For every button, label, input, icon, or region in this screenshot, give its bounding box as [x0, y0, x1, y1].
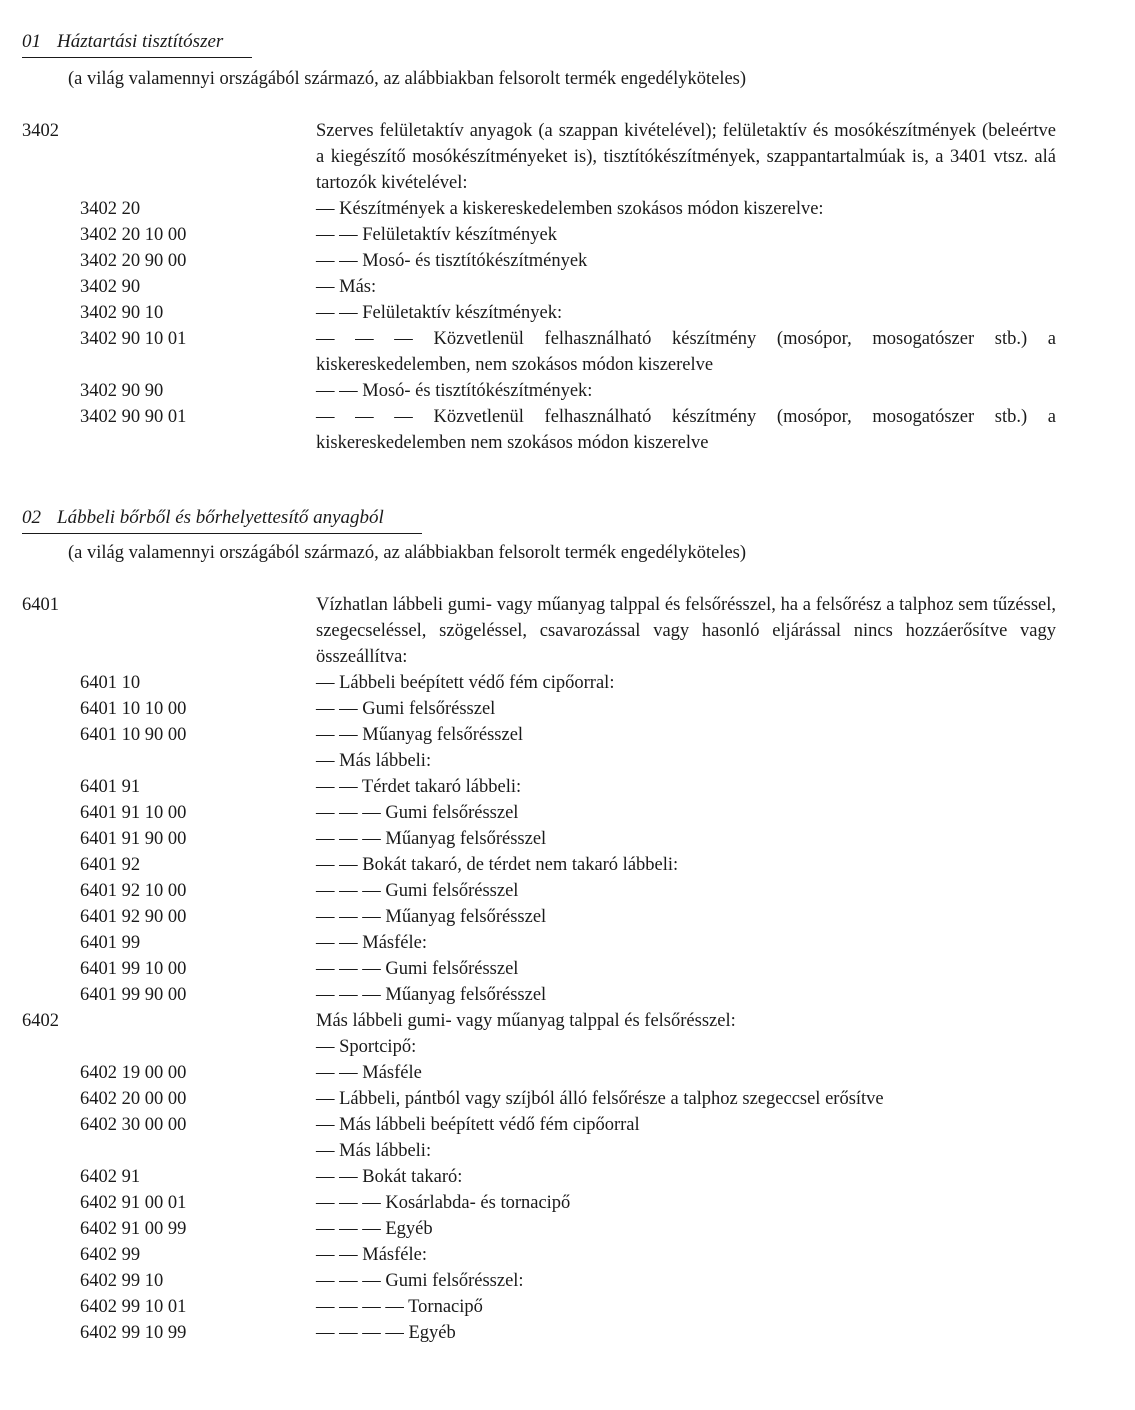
tariff-code: 6401 91	[80, 777, 141, 797]
tariff-entry	[0, 1242, 1135, 1268]
description-text: Gumi felsőrésszel	[385, 803, 519, 823]
tariff-entry	[0, 1268, 1135, 1294]
description-text: Sportcipő:	[339, 1037, 417, 1057]
tariff-entry	[0, 1164, 1135, 1190]
description-text: Készítmények a kiskereskedelemben szokásos módon kiszerelve:	[339, 199, 824, 219]
indent-dashes: —	[316, 277, 335, 297]
tariff-description	[316, 196, 1056, 222]
tariff-description	[316, 826, 1056, 852]
indent-dashes: —	[316, 199, 335, 219]
tariff-code	[0, 1034, 296, 1060]
indent-dashes: —	[316, 1115, 335, 1135]
indent-dashes: — —	[316, 1245, 358, 1265]
tariff-code: 6401 92	[80, 855, 141, 875]
tariff-code: 6401	[22, 595, 59, 615]
indent-dashes: — —	[316, 1063, 358, 1083]
description-text: Térdet takaró lábbeli:	[361, 777, 522, 797]
indent-dashes: — — —	[316, 881, 381, 901]
section-title-text: Lábbeli bőrből és bőrhelyettesítő anyagból	[57, 507, 384, 528]
tariff-description	[316, 930, 1056, 956]
section-title	[22, 506, 384, 530]
tariff-entry	[0, 1112, 1135, 1138]
tariff-description	[316, 404, 1056, 456]
tariff-description	[316, 1164, 1056, 1190]
indent-dashes: — —	[316, 725, 358, 745]
description-text: Lábbeli beépített védő fém cipőorral:	[339, 673, 615, 693]
tariff-description	[316, 774, 1056, 800]
tariff-code: 3402 20	[80, 199, 141, 219]
description-text: Gumi felsőrésszel:	[385, 1271, 524, 1291]
tariff-code: 6401 10 90 00	[80, 725, 187, 745]
indent-dashes: — —	[316, 303, 358, 323]
tariff-code: 3402 20 10 00	[80, 225, 187, 245]
description-text: Vízhatlan lábbeli gumi- vagy műanyag talppal és felsőrésszel, ha a felsőrész a talphoz sem tűzéssel, szegecseléssel, szögeléssel, csavarozással vagy hasonló eljárással nincs hozzáerősítve vagy összeállítva:	[316, 595, 1056, 667]
tariff-code: 3402 90 90	[80, 381, 164, 401]
indent-dashes: — —	[316, 381, 358, 401]
description-text: Kosárlabda- és tornacipő	[385, 1193, 571, 1213]
tariff-code: 6402 99	[80, 1245, 141, 1265]
indent-dashes: — — —	[316, 803, 381, 823]
tariff-description	[316, 696, 1056, 722]
description-text: Egyéb	[408, 1323, 456, 1343]
description-text: Műanyag felsőrésszel	[385, 829, 547, 849]
tariff-entry	[0, 1086, 1135, 1112]
description-text: Tornacipő	[408, 1297, 483, 1317]
tariff-entry	[0, 800, 1135, 826]
tariff-entry	[0, 222, 1135, 248]
description-text: Közvetlenül felhasználható készítmény (mosópor, mosogatószer stb.) a kiskereskedelemben nem szokásos módon kiszerelve	[316, 407, 1057, 453]
tariff-entry	[0, 592, 1135, 670]
tariff-entry	[0, 1190, 1135, 1216]
description-text: Szerves felületaktív anyagok (a szappan kivételével); felületaktív és mosókészítmények (beleértve a kiegészítő mosókészítményeket is), tisztítókészítmények, szappantartalmúak is, a 3401 vtsz. alá tartozók kivételével:	[316, 121, 1056, 193]
tariff-description	[316, 1060, 1056, 1086]
tariff-code: 3402	[22, 121, 59, 141]
description-text: Felületaktív készítmények:	[362, 303, 563, 323]
tariff-code: 6401 99 90 00	[80, 985, 187, 1005]
tariff-entry	[0, 930, 1135, 956]
entry-list	[0, 592, 1135, 1346]
description-text: Műanyag felsőrésszel	[362, 725, 524, 745]
tariff-entry	[0, 196, 1135, 222]
tariff-code: 6402	[22, 1011, 59, 1031]
tariff-description	[316, 248, 1056, 274]
tariff-code: 6401 99 10 00	[80, 959, 187, 979]
description-text: Egyéb	[385, 1219, 433, 1239]
tariff-entry	[0, 982, 1135, 1008]
tariff-code	[0, 1138, 296, 1164]
section-subtitle: (a világ valamennyi országából származó, az alábbiakban felsorolt termék engedélyköteles)	[68, 69, 747, 89]
description-text: Bokát takaró:	[362, 1167, 463, 1187]
description-text: Lábbeli, pántból vagy szíjból álló felsőrésze a talphoz szegeccsel erősítve	[339, 1089, 884, 1109]
tariff-code: 6401 91 10 00	[80, 803, 187, 823]
tariff-description	[316, 326, 1056, 378]
tariff-description	[316, 800, 1056, 826]
description-text: Más:	[339, 277, 377, 297]
indent-dashes: — —	[316, 251, 358, 271]
tariff-description	[316, 274, 1056, 300]
description-text: Más lábbeli:	[339, 751, 432, 771]
tariff-description	[316, 748, 1056, 774]
tariff-entry	[0, 404, 1135, 456]
description-text: Másféle:	[362, 1245, 427, 1265]
indent-dashes: — —	[316, 1167, 358, 1187]
tariff-entry	[0, 300, 1135, 326]
tariff-entry	[0, 1008, 1135, 1034]
tariff-entry	[0, 722, 1135, 748]
tariff-description	[316, 670, 1056, 696]
tariff-entry	[0, 1034, 1135, 1060]
tariff-description	[316, 1008, 1056, 1034]
indent-dashes: — — —	[316, 329, 413, 349]
description-text: Más lábbeli gumi- vagy műanyag talppal és felsőrésszel:	[316, 1011, 736, 1031]
tariff-code: 6402 20 00 00	[80, 1089, 187, 1109]
tariff-code: 6401 10 10 00	[80, 699, 187, 719]
indent-dashes: —	[316, 751, 335, 771]
indent-dashes: —	[316, 1037, 335, 1057]
tariff-entry	[0, 1138, 1135, 1164]
tariff-description	[316, 878, 1056, 904]
indent-dashes: — — — —	[316, 1323, 404, 1343]
tariff-entry	[0, 774, 1135, 800]
tariff-entry	[0, 326, 1135, 378]
description-text: Gumi felsőrésszel	[362, 699, 496, 719]
tariff-description	[316, 1294, 1056, 1320]
indent-dashes: —	[316, 673, 335, 693]
title-underline	[22, 533, 422, 534]
tariff-code: 6402 30 00 00	[80, 1115, 187, 1135]
tariff-code: 6402 91 00 99	[80, 1219, 187, 1239]
tariff-entry	[0, 378, 1135, 404]
tariff-code: 6401 99	[80, 933, 141, 953]
tariff-description	[316, 722, 1056, 748]
description-text: Mosó- és tisztítókészítmények	[362, 251, 588, 271]
tariff-entry	[0, 248, 1135, 274]
tariff-entry	[0, 1294, 1135, 1320]
tariff-entry	[0, 1060, 1135, 1086]
description-text: Műanyag felsőrésszel	[385, 985, 547, 1005]
tariff-entry	[0, 1216, 1135, 1242]
tariff-code: 6402 99 10 01	[80, 1297, 187, 1317]
tariff-code: 3402 20 90 00	[80, 251, 187, 271]
tariff-description	[316, 1112, 1056, 1138]
description-text: Mosó- és tisztítókészítmények:	[362, 381, 593, 401]
tariff-description	[316, 1216, 1056, 1242]
tariff-code: 6401 92 90 00	[80, 907, 187, 927]
tariff-description	[316, 904, 1056, 930]
tariff-entry	[0, 274, 1135, 300]
tariff-entry	[0, 1320, 1135, 1346]
indent-dashes: — —	[316, 225, 358, 245]
indent-dashes: — —	[316, 855, 358, 875]
tariff-code: 3402 90 10 01	[80, 329, 187, 349]
description-text: Bokát takaró, de térdet nem takaró lábbeli:	[362, 855, 679, 875]
indent-dashes: —	[316, 1141, 335, 1161]
tariff-entry	[0, 904, 1135, 930]
tariff-description	[316, 852, 1056, 878]
section-number: 02	[22, 507, 41, 528]
indent-dashes: — — —	[316, 907, 381, 927]
indent-dashes: — — —	[316, 1271, 381, 1291]
tariff-code: 3402 90	[80, 277, 141, 297]
indent-dashes: — — — —	[316, 1297, 404, 1317]
indent-dashes: —	[316, 1089, 335, 1109]
tariff-description	[316, 1034, 1056, 1060]
tariff-code: 6402 91	[80, 1167, 141, 1187]
tariff-code	[0, 748, 296, 774]
description-text: Műanyag felsőrésszel	[385, 907, 547, 927]
tariff-code: 6402 99 10 99	[80, 1323, 187, 1343]
tariff-entry	[0, 826, 1135, 852]
tariff-description	[316, 378, 1056, 404]
description-text: Más lábbeli beépített védő fém cipőorral	[339, 1115, 640, 1135]
tariff-description	[316, 1268, 1056, 1294]
indent-dashes: — — —	[316, 959, 381, 979]
section-title-text: Háztartási tisztítószer	[57, 31, 224, 52]
tariff-entry	[0, 670, 1135, 696]
tariff-code: 3402 90 90 01	[80, 407, 187, 427]
tariff-description	[316, 1190, 1056, 1216]
section-title	[22, 30, 223, 54]
tariff-entry	[0, 696, 1135, 722]
indent-dashes: — — —	[316, 985, 381, 1005]
tariff-description	[316, 1138, 1056, 1164]
tariff-code: 3402 90 10	[80, 303, 164, 323]
indent-dashes: — — —	[316, 1193, 381, 1213]
tariff-description	[316, 982, 1056, 1008]
indent-dashes: — —	[316, 933, 358, 953]
tariff-entry	[0, 956, 1135, 982]
tariff-code: 6402 19 00 00	[80, 1063, 187, 1083]
indent-dashes: — —	[316, 777, 358, 797]
description-text: Másféle	[362, 1063, 422, 1083]
indent-dashes: — — —	[316, 407, 413, 427]
tariff-code: 6402 99 10	[80, 1271, 164, 1291]
description-text: Más lábbeli:	[339, 1141, 432, 1161]
tariff-description	[316, 222, 1056, 248]
description-text: Gumi felsőrésszel	[385, 959, 519, 979]
section-number: 01	[22, 31, 41, 52]
tariff-entry	[0, 118, 1135, 196]
tariff-code: 6401 10	[80, 673, 141, 693]
tariff-code: 6402 91 00 01	[80, 1193, 187, 1213]
title-underline	[22, 57, 252, 58]
tariff-code: 6401 92 10 00	[80, 881, 187, 901]
tariff-description	[316, 118, 1056, 196]
description-text: Gumi felsőrésszel	[385, 881, 519, 901]
indent-dashes: — — —	[316, 829, 381, 849]
tariff-description	[316, 592, 1056, 670]
description-text: Másféle:	[362, 933, 427, 953]
tariff-description	[316, 956, 1056, 982]
tariff-entry	[0, 878, 1135, 904]
tariff-code: 6401 91 90 00	[80, 829, 187, 849]
indent-dashes: — —	[316, 699, 358, 719]
tariff-description	[316, 1320, 1056, 1346]
tariff-description	[316, 1242, 1056, 1268]
indent-dashes: — — —	[316, 1219, 381, 1239]
description-text: Felületaktív készítmények	[362, 225, 557, 245]
entry-list	[0, 118, 1135, 456]
description-text: Közvetlenül felhasználható készítmény (mosópor, mosogatószer stb.) a kiskereskedelemben, nem szokásos módon kiszerelve	[316, 329, 1057, 375]
tariff-description	[316, 1086, 1056, 1112]
tariff-entry	[0, 852, 1135, 878]
tariff-description	[316, 300, 1056, 326]
section-subtitle: (a világ valamennyi országából származó, az alábbiakban felsorolt termék engedélyköteles)	[68, 543, 747, 563]
tariff-entry	[0, 748, 1135, 774]
